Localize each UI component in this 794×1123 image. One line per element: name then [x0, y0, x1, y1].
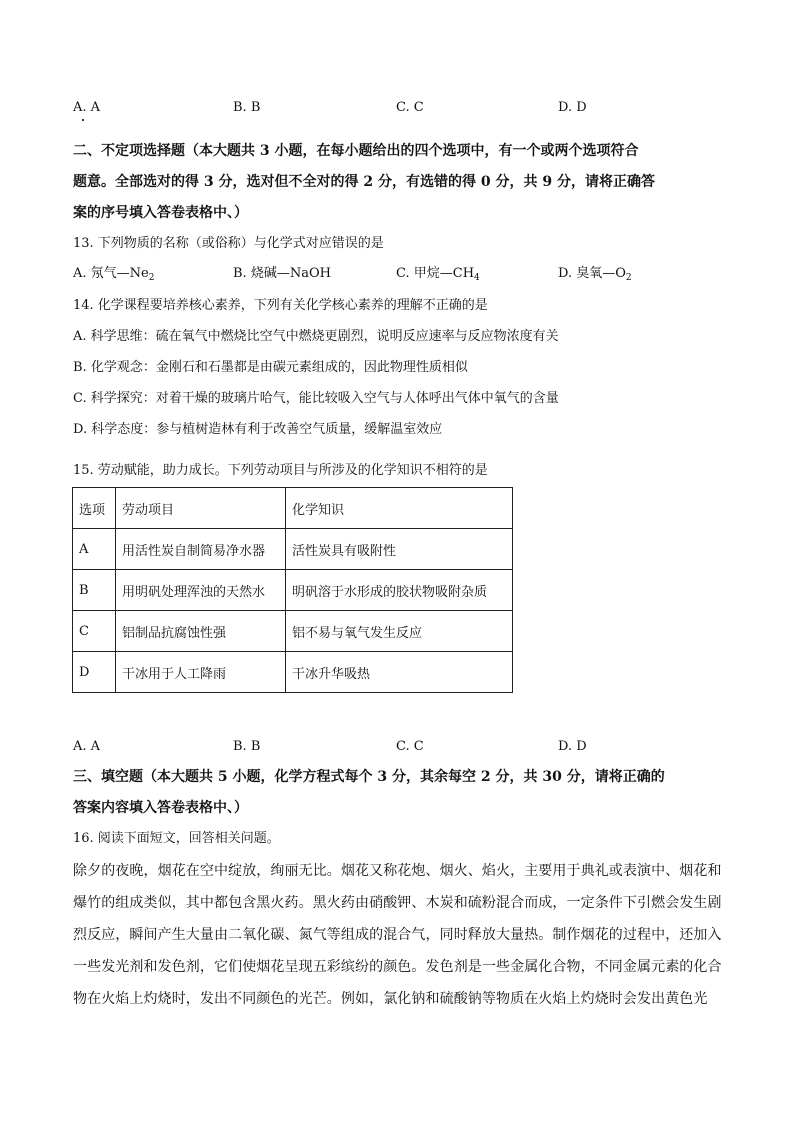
q14-stem: 14. 化学课程要培养核心素养，下列有关化学核心素养的理解不正确的是 [73, 298, 488, 313]
passage-line: 除夕的夜晚，烟花在空中绽放，绚丽无比。烟花又称花炮、烟火、焰火，主要用于典礼或表演中、烟花和 [73, 863, 722, 879]
table-cell: B [73, 570, 116, 611]
q14-option-a: A. 科学思维：硫在氧气中燃烧比空气中燃烧更剧烈，说明反应速率与反应物浓度有关 [73, 329, 559, 344]
q13-option-c: C. 甲烷$—CH_4$ [396, 266, 480, 283]
table-cell: C [73, 611, 116, 652]
q12-option-c: C. C [396, 100, 424, 115]
table-header-row [73, 488, 513, 529]
table-header-cell: 劳动项目 [116, 488, 286, 529]
passage-line: 一些发光剂和发色剂，它们使烟花呈现五彩缤纷的颜色。发色剂是一些金属化合物，不同金属元素的化合 [73, 959, 722, 975]
table-cell: 明矾溶于水形成的胶状物吸附杂质 [286, 570, 513, 611]
table-row [73, 652, 513, 693]
q12-option-b: B. B [233, 100, 261, 115]
table-cell: 用活性炭自制简易净水器 [116, 529, 286, 570]
passage-line: 物在火焰上灼烧时，发出不同颜色的光芒。例如，氯化钠和硫酸钠等物质在火焰上灼烧时会发出黄色光 [73, 991, 708, 1007]
passage-line: 烈反应，瞬间产生大量由二氧化碳、氮气等组成的混合气，同时释放大量热。制作烟花的过程中，还加入 [73, 927, 722, 943]
section3-heading-line2: 答案内容填入答卷表格中、） [73, 800, 248, 816]
q15-option-c: C. C [396, 739, 424, 754]
q16-stem: 16. 阅读下面短文，回答相关问题。 [73, 831, 280, 846]
section2-heading-line2: 题意。全部选对的得 3 分，选对但不全对的得 2 分，有选错的得 0 分，共 9 分，请将正确答 [73, 174, 655, 190]
q13-stem: 13. 下列物质的名称（或俗称）与化学式对应错误的是 [73, 236, 384, 251]
q14-option-c: C. 科学探究：对着干燥的玻璃片哈气，能比较吸入空气与人体呼出气体中氧气的含量 [73, 391, 559, 406]
table-header-cell: 化学知识 [286, 488, 513, 529]
q15-table [72, 487, 513, 693]
table-header-cell: 选项 [73, 488, 116, 529]
q14-option-d: D. 科学态度：参与植树造林有利于改善空气质量，缓解温室效应 [73, 422, 443, 437]
table-cell: A [73, 529, 116, 570]
passage-line: 爆竹的组成类似，其中都包含黑火药。黑火药由硝酸钾、木炭和硫粉混合而成，一定条件下引燃会发生剧 [73, 895, 722, 911]
q15-option-b: B. B [233, 739, 261, 754]
table-row [73, 611, 513, 652]
table-row [73, 529, 513, 570]
table-cell: 干冰用于人工降雨 [116, 652, 286, 693]
q13-option-d: D. 臭氧$—O_2$ [558, 266, 632, 283]
q12-option-a: A. A [73, 100, 101, 115]
q15-stem: 15. 劳动赋能，助力成长。下列劳动项目与所涉及的化学知识不相符的是 [73, 463, 488, 478]
section3-heading-line1: 三、填空题（本大题共 5 小题，化学方程式每个 3 分，其余每空 2 分，共 30 分，请将正确的 [73, 769, 665, 785]
section2-heading-line3: 案的序号填入答卷表格中、） [73, 205, 248, 221]
table-cell: 用明矾处理浑浊的天然水 [116, 570, 286, 611]
q15-option-d: D. D [558, 739, 587, 754]
q12-option-d: D. D [558, 100, 587, 115]
q14-option-b: B. 化学观念：金刚石和石墨都是由碳元素组成的，因此物理性质相似 [73, 360, 468, 375]
table-cell: 干冰升华吸热 [286, 652, 513, 693]
section2-heading-line1: 二、不定项选择题（本大题共 3 小题，在每小题给出的四个选项中，有一个或两个选项符合 [73, 143, 639, 159]
table-cell: 铝不易与氧气发生反应 [286, 611, 513, 652]
table-cell: 铝制品抗腐蚀性强 [116, 611, 286, 652]
q15-option-a: A. A [73, 739, 101, 754]
q13-option-a: A. 氖气$—Ne_2$ [73, 266, 155, 283]
table-cell: 活性炭具有吸附性 [286, 529, 513, 570]
stray-dot [82, 119, 84, 121]
q13-option-b: B. 烧碱—NaOH [233, 266, 331, 281]
table-row [73, 570, 513, 611]
table-cell: D [73, 652, 116, 693]
